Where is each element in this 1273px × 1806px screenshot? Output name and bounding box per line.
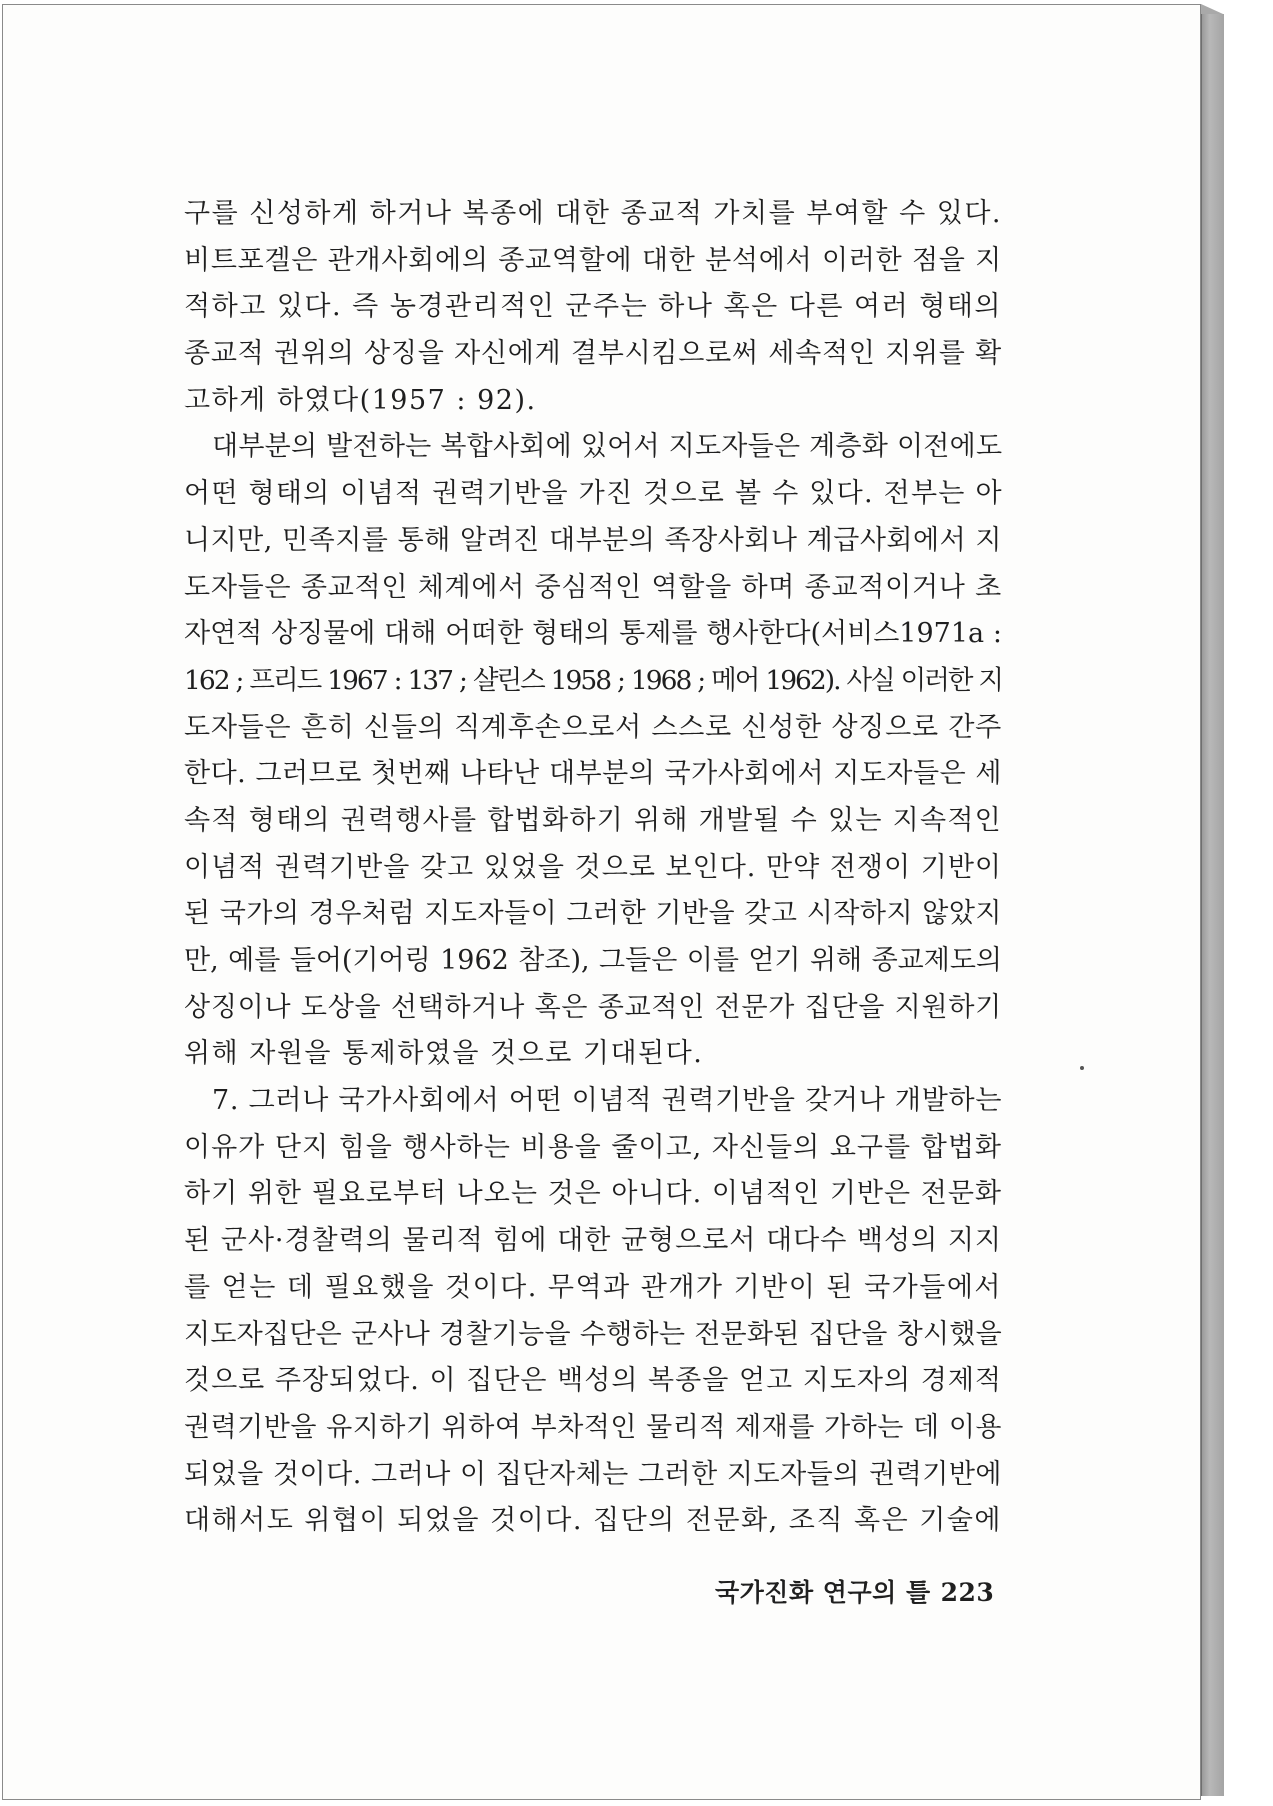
text-line: 구를 신성하게 하거나 복종에 대한 종교적 가치를 부여할 수 있다.	[184, 198, 1002, 229]
text-line: 위해 자원을 통제하였을 것으로 기대된다.	[184, 1038, 704, 1070]
page-edge-top	[1201, 4, 1223, 14]
body-text	[184, 191, 1002, 1545]
text-line: 자연적 상징물에 대해 어떠한 형태의 통제를 행사한다(서비스1971a :	[184, 618, 1002, 650]
text-line: 도자들은 종교적인 체계에서 중심적인 역할을 하며 종교적이거나 초	[184, 571, 1002, 603]
text-line: 7. 그러나 국가사회에서 어떤 이념적 권력기반을 갖거나 개발하는	[212, 1085, 1003, 1117]
text-line: 만, 예를 들어(기어링 1962 참조), 그들은 이를 얻기 위해 종교제도의	[184, 945, 1002, 976]
page-footer	[715, 1573, 994, 1609]
text-line: 도자들은 흔히 신들의 직계후손으로서 스스로 신성한 상징으로 간주	[184, 711, 1002, 743]
text-line: 되었을 것이다. 그러나 이 집단자체는 그러한 지도자들의 권력기반에	[184, 1458, 1002, 1490]
page-edge	[1201, 14, 1224, 1796]
text-line: 상징이나 도상을 선택하거나 혹은 종교적인 전문가 집단을 지원하기	[184, 991, 1002, 1023]
text-line: 속적 형태의 권력행사를 합법화하기 위해 개발될 수 있는 지속적인	[184, 804, 1002, 836]
text-line: 162 ; 프리드 1967 : 137 ; 샬린스 1958 ; 1968 ; 메어 1962). 사실 이러한 지	[184, 664, 1002, 696]
text-line: 를 얻는 데 필요했을 것이다. 무역과 관개가 기반이 된 국가들에서	[184, 1271, 1002, 1303]
text-line: 니지만, 민족지를 통해 알려진 대부분의 족장사회나 계급사회에서 지	[184, 524, 1002, 556]
text-line: 대부분의 발전하는 복합사회에 있어서 지도자들은 계층화 이전에도	[212, 431, 1003, 463]
running-title: 국가진화 연구의 틀	[715, 1578, 931, 1607]
text-line: 고하게 하였다(1957 : 92).	[184, 384, 537, 416]
text-line: 권력기반을 유지하기 위하여 부차적인 물리적 제재를 가하는 데 이용	[184, 1411, 1002, 1443]
scan-speck	[1080, 1066, 1084, 1070]
text-line: 어떤 형태의 이념적 권력기반을 가진 것으로 볼 수 있다. 전부는 아	[184, 478, 1003, 510]
text-line: 종교적 권위의 상징을 자신에게 결부시킴으로써 세속적인 지위를 확	[184, 338, 1002, 370]
text-line: 된 국가의 경우처럼 지도자들이 그러한 기반을 갖고 시작하지 않았지	[184, 898, 1002, 930]
text-line: 비트포겔은 관개사회에의 종교역할에 대한 분석에서 이러한 점을 지	[184, 244, 1002, 276]
text-line: 한다. 그러므로 첫번째 나타난 대부분의 국가사회에서 지도자들은 세	[184, 758, 1002, 790]
text-line: 것으로 주장되었다. 이 집단은 백성의 복종을 얻고 지도자의 경제적	[184, 1365, 1002, 1397]
page-number: 223	[940, 1578, 995, 1607]
text-line: 하기 위한 필요로부터 나오는 것은 아니다. 이념적인 기반은 전문화	[184, 1178, 1002, 1210]
text-line: 적하고 있다. 즉 농경관리적인 군주는 하나 혹은 다른 여러 형태의	[184, 291, 1002, 323]
text-line: 이유가 단지 힘을 행사하는 비용을 줄이고, 자신들의 요구를 합법화	[184, 1131, 1002, 1163]
text-line: 된 군사·경찰력의 물리적 힘에 대한 균형으로서 대다수 백성의 지지	[184, 1225, 1002, 1257]
text-line: 이념적 권력기반을 갖고 있었을 것으로 보인다. 만약 전쟁이 기반이	[184, 851, 1002, 883]
text-line: 지도자집단은 군사나 경찰기능을 수행하는 전문화된 집단을 창시했을	[184, 1318, 1002, 1350]
text-line: 대해서도 위협이 되었을 것이다. 집단의 전문화, 조직 혹은 기술에	[184, 1505, 1002, 1537]
